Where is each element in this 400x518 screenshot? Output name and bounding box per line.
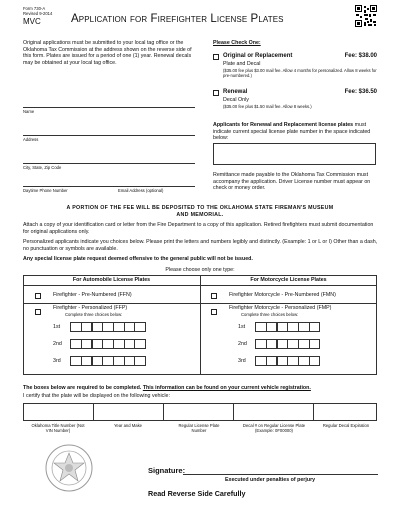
museum-notice: A PORTION OF THE FEE WILL BE DEPOSITED TO THE OKLAHOMA STATE FIREMAN'S MUSEUM AND MEMORIAL. xyxy=(66,205,334,218)
revised-date: Revised 9-2014 xyxy=(23,11,53,16)
form-number: Form 730-A xyxy=(23,6,46,11)
perjury-text: Executed under penalties of perjury xyxy=(225,477,316,483)
fmn-checkbox[interactable] xyxy=(211,293,217,299)
signature-line[interactable] xyxy=(183,474,378,475)
original-fee: Fee: $38.00 xyxy=(344,53,377,59)
original-note: ($35.00 fee plus $3.00 mail fee. Allow 4 months for personalized. Allow 8 weeks for pre-numbered.) xyxy=(223,68,377,78)
moto-choice-3-boxes[interactable] xyxy=(256,356,320,366)
ffp-checkbox[interactable] xyxy=(35,309,41,315)
ffp-sub: Complete three choices below: xyxy=(65,312,123,317)
vehicle-col-divider-1 xyxy=(93,403,94,421)
original-sub: Plate and Decal xyxy=(223,61,261,67)
address-line[interactable] xyxy=(23,135,195,136)
renewal-notice xyxy=(213,122,383,142)
phone-email-line[interactable] xyxy=(23,186,195,187)
required-registration-note: This information can be found on your current vehicle registration. xyxy=(142,385,311,391)
fmp-sub: Complete three choices below: xyxy=(241,312,299,317)
auto-choice-1-label: 1st xyxy=(53,324,61,330)
original-checkbox[interactable] xyxy=(213,54,219,60)
plate-table-row-line xyxy=(23,303,377,304)
moto-choice-2-boxes[interactable] xyxy=(256,339,320,349)
attach-text: Attach a copy of your identification card or letter from the Fire Department to a copy of this application. Retired firefighters must submit documentation for original applications only. xyxy=(23,222,374,235)
current-plate-number-box[interactable] xyxy=(213,143,376,165)
auto-choice-2-boxes[interactable] xyxy=(71,339,146,349)
vehicle-info-row[interactable] xyxy=(23,403,377,421)
name-label: Name xyxy=(23,109,35,114)
ffn-checkbox[interactable] xyxy=(35,293,41,299)
renewal-note: ($35.00 fee plus $1.50 mail fee. Allow 8 weeks.) xyxy=(223,104,312,109)
address-label: Address xyxy=(23,137,39,142)
plate-table-header-line xyxy=(23,285,377,286)
offensive-text: Any special license plate request deemed offensive to the general public will not be issued. xyxy=(23,256,253,262)
read-reverse-text: Read Reverse Side Carefully xyxy=(148,489,246,498)
col-year-make: Year and Make xyxy=(113,423,142,428)
city-line[interactable] xyxy=(23,163,195,164)
col-decal-number: Decal # on Regular License Plate (Example: 0F00000) xyxy=(242,423,306,433)
agency-code: MVC xyxy=(23,17,41,26)
renewal-checkbox[interactable] xyxy=(213,90,219,96)
renewal-notice-rest: must indicate current special license plate number in the space indicated below: xyxy=(213,122,371,142)
fmn-label: Firefighter Motorcycle - Pre-Numbered (FMN) xyxy=(229,292,336,298)
moto-choice-1-label: 1st xyxy=(238,324,246,330)
city-label: City, State, Zip Code xyxy=(23,165,62,170)
col-decal-expiration: Regular Decal Expiration xyxy=(322,423,370,428)
col-plate-number: Regular License Plate Number xyxy=(178,423,220,433)
auto-choice-3-label: 3rd xyxy=(53,358,61,364)
signature-label: Signature: xyxy=(148,466,186,475)
auto-choice-2-label: 2nd xyxy=(53,341,62,347)
email-label: Email Address (optional) xyxy=(118,188,164,193)
original-label: Original or Replacement xyxy=(223,53,293,59)
vehicle-col-divider-4 xyxy=(313,403,314,421)
form-title: Application for Firefighter License Plates xyxy=(71,13,284,25)
fmp-checkbox[interactable] xyxy=(211,309,217,315)
check-one-heading: Please Check One: xyxy=(213,40,261,46)
required-bold: The boxes below are required to be completed. xyxy=(23,385,142,391)
col-title-number: Oklahoma Title Number (Not VIN Number) xyxy=(31,423,85,433)
renewal-notice-bold: Applicants for Renewal and Replacement license plates xyxy=(213,122,354,128)
vehicle-col-divider-3 xyxy=(233,403,234,421)
oklahoma-state-seal-icon xyxy=(45,444,93,492)
renewal-label: Renewal xyxy=(223,89,248,95)
certify-text: I certify that the plate will be displayed on the following vehicle: xyxy=(23,393,170,399)
qr-code-icon xyxy=(355,5,377,27)
name-line[interactable] xyxy=(23,107,195,108)
renewal-sub: Decal Only xyxy=(223,97,249,103)
moto-choice-1-boxes[interactable] xyxy=(256,322,320,332)
auto-choice-1-boxes[interactable] xyxy=(71,322,146,332)
personalized-text: Personalized applicants indicate you choices below. Please print the letters and numbers legibly and distinctly. (Example: 1 or L or I) Other than a dash, no punctuation or symbols are available. xyxy=(23,239,378,252)
fmp-label: Firefighter Motorcycle - Personalized (FMP) xyxy=(229,305,332,311)
auto-choice-3-boxes[interactable] xyxy=(71,356,146,366)
vehicle-col-divider-2 xyxy=(163,403,164,421)
renewal-fee: Fee: $36.50 xyxy=(344,89,377,95)
plate-table-divider xyxy=(200,275,201,375)
moto-choice-3-label: 3rd xyxy=(238,358,246,364)
moto-plates-heading: For Motorcycle License Plates xyxy=(250,277,327,283)
auto-plates-heading: For Automobile License Plates xyxy=(72,277,151,283)
required-notice xyxy=(23,385,383,392)
moto-choice-2-label: 2nd xyxy=(238,341,247,347)
intro-text: Original applications must be submitted to your local tag office or the Oklahoma Tax Commission at the address shown on the reverse side of this form. Plates are issued for a period of one (1) year. Renewal decals may be obtained at your local tag office. xyxy=(23,40,192,66)
ffn-label: Firefighter - Pre-Numbered (FFN) xyxy=(53,292,132,298)
phone-label: Daytime Phone Number xyxy=(23,188,68,193)
remittance-text: Remittance made payable to the Oklahoma Tax Commission must accompany the application. Driver License number must appear on check or money order. xyxy=(213,172,371,192)
choose-text: Please choose only one type: xyxy=(165,267,235,273)
ffp-label: Firefighter - Personalized (FFP) xyxy=(53,305,128,311)
